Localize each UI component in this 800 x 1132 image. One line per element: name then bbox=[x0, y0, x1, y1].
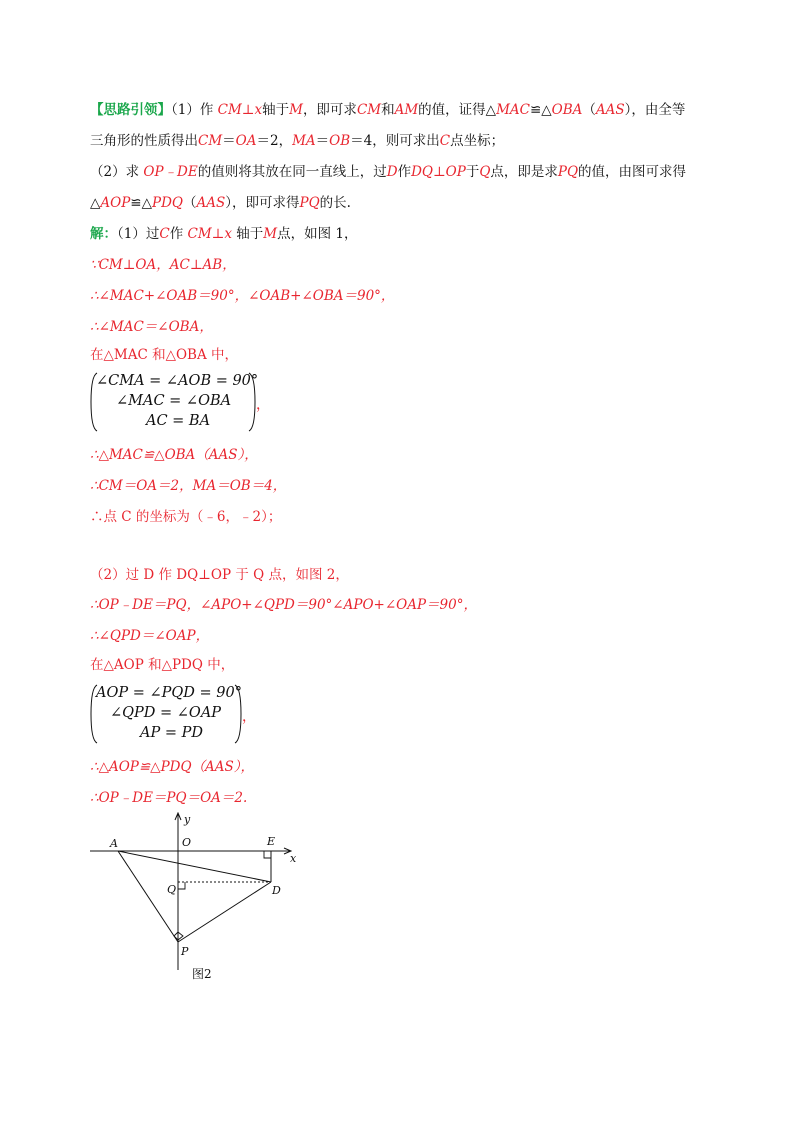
solution-line-2: ∵CM⊥OA，AC⊥AB， bbox=[90, 257, 236, 273]
text: （ bbox=[582, 102, 596, 118]
text: OA bbox=[235, 133, 257, 149]
text: C bbox=[439, 133, 451, 149]
analysis-line-3 bbox=[90, 163, 686, 181]
text: ≌△ bbox=[529, 102, 552, 118]
solution-line-10: ∴OP﹣DE＝PQ，∠APO+∠QPD＝90°∠APO+∠OAP＝90°， bbox=[90, 597, 477, 613]
text: 点坐标； bbox=[450, 133, 505, 149]
text: △ bbox=[90, 195, 101, 211]
text: ），由全等 bbox=[624, 102, 686, 118]
label-A: A bbox=[110, 837, 118, 850]
text: MA bbox=[292, 133, 316, 149]
comma: ， bbox=[242, 709, 256, 725]
text: AOP bbox=[100, 195, 131, 211]
solution-tag: 解： bbox=[90, 226, 117, 242]
solution-line-12: 在△AOP 和△PDQ 中， bbox=[90, 657, 235, 673]
equation-system-2 bbox=[90, 684, 290, 746]
text: ，即可求 bbox=[302, 102, 357, 118]
comma: ， bbox=[256, 397, 270, 413]
system-2-row-3: AP = PD bbox=[140, 725, 203, 741]
system-1-row-1: ∠CMA = ∠AOB = 90° bbox=[96, 373, 259, 389]
system-2-row-1: AOP = ∠PQD = 90° bbox=[96, 685, 242, 701]
text: 点，如图 1， bbox=[277, 226, 358, 242]
right-bracket bbox=[234, 684, 242, 744]
analysis-line-1 bbox=[90, 101, 685, 119]
text: OB bbox=[329, 133, 351, 149]
text: 和 bbox=[381, 102, 395, 118]
text: C bbox=[159, 226, 170, 242]
text: AAS bbox=[196, 195, 226, 211]
text: CM⊥x bbox=[217, 102, 263, 118]
label-P: P bbox=[181, 945, 189, 958]
text: ＝2， bbox=[256, 133, 293, 149]
figure-caption: 图2 bbox=[192, 967, 212, 981]
solution-line-8: ∴点 C 的坐标为（﹣6，﹣2）； bbox=[90, 509, 282, 525]
text: 作 bbox=[169, 226, 184, 242]
text: 的值，由图可求得 bbox=[578, 164, 687, 180]
text: ＝ bbox=[315, 133, 330, 149]
equation-system-1 bbox=[90, 372, 290, 434]
solution-line-4: ∴∠MAC＝∠OBA， bbox=[90, 319, 213, 335]
text: 的值，证得△ bbox=[418, 102, 497, 118]
text: 作 bbox=[397, 164, 412, 180]
solution-line-1 bbox=[90, 225, 357, 243]
analysis-line-4 bbox=[90, 194, 351, 212]
text: CM bbox=[356, 102, 382, 118]
right-angle-Q bbox=[178, 882, 185, 889]
text: 点，即是求 bbox=[490, 164, 558, 180]
solution-line-9: （2）过 D 作 DQ⊥OP 于 Q 点，如图 2， bbox=[90, 567, 349, 583]
text: （1）过 bbox=[117, 226, 160, 242]
text: 三角形的性质得出 bbox=[90, 133, 198, 149]
text: ＝4，则可求出 bbox=[350, 133, 440, 149]
text: M bbox=[289, 102, 303, 118]
text: （2）求 bbox=[90, 164, 140, 180]
text: （1）作 bbox=[171, 102, 214, 118]
text: 轴于 bbox=[262, 102, 290, 118]
text: 的值则将其放在同一直线上，过 bbox=[197, 164, 387, 180]
segment-AD bbox=[118, 851, 271, 882]
text: （ bbox=[182, 195, 197, 211]
text: DQ⊥OP bbox=[411, 164, 466, 180]
text: 于 bbox=[465, 164, 480, 180]
label-Q: Q bbox=[167, 883, 177, 896]
text: CM bbox=[198, 133, 223, 149]
text: 的长. bbox=[319, 195, 351, 211]
text: PQ bbox=[299, 195, 320, 211]
text: M bbox=[263, 226, 278, 242]
text: MAC bbox=[496, 102, 530, 118]
text: 轴于 bbox=[236, 226, 264, 242]
text: PDQ bbox=[152, 195, 183, 211]
text: ），即可求得 bbox=[225, 195, 300, 211]
solution-line-3: ∴∠MAC+∠OAB＝90°，∠OAB+∠OBA＝90°， bbox=[90, 288, 395, 304]
label-x: x bbox=[290, 852, 297, 865]
system-1-row-2: ∠MAC = ∠OBA bbox=[116, 393, 232, 409]
text: AAS bbox=[595, 102, 625, 118]
label-y: y bbox=[184, 813, 191, 826]
right-angle-E bbox=[264, 851, 271, 858]
right-bracket bbox=[248, 372, 256, 432]
text: AM bbox=[394, 102, 419, 118]
analysis-line-2 bbox=[90, 132, 504, 150]
label-D: D bbox=[272, 884, 281, 897]
solution-line-13: ∴△AOP≌△PDQ（AAS）， bbox=[90, 759, 255, 775]
solution-line-7: ∴CM＝OA＝2，MA＝OB＝4， bbox=[90, 478, 287, 494]
system-1-row-3: AC = BA bbox=[146, 413, 211, 429]
segment-AP bbox=[118, 851, 178, 942]
geometry-figure bbox=[86, 812, 316, 987]
system-2-row-2: ∠QPD = ∠OAP bbox=[110, 705, 222, 721]
text: Q bbox=[479, 164, 491, 180]
solution-line-14: ∴OP﹣DE＝PQ＝OA＝2. bbox=[90, 790, 248, 806]
label-E: E bbox=[267, 835, 276, 848]
segment-PD bbox=[178, 882, 271, 942]
text: OBA bbox=[551, 102, 583, 118]
text: D bbox=[386, 164, 398, 180]
text: ＝ bbox=[222, 133, 236, 149]
solution-line-11: ∴∠QPD＝∠OAP， bbox=[90, 628, 210, 644]
label-O: O bbox=[182, 836, 192, 849]
solution-line-5: 在△MAC 和△OBA 中， bbox=[90, 347, 238, 363]
text: ≌△ bbox=[130, 195, 152, 211]
text: PQ bbox=[557, 164, 579, 180]
text: CM⊥x bbox=[187, 226, 232, 242]
analysis-tag: 【思路引领】 bbox=[90, 102, 171, 118]
text: OP﹣DE bbox=[143, 164, 198, 180]
solution-line-6: ∴△MAC≌△OBA（AAS）， bbox=[90, 447, 258, 463]
